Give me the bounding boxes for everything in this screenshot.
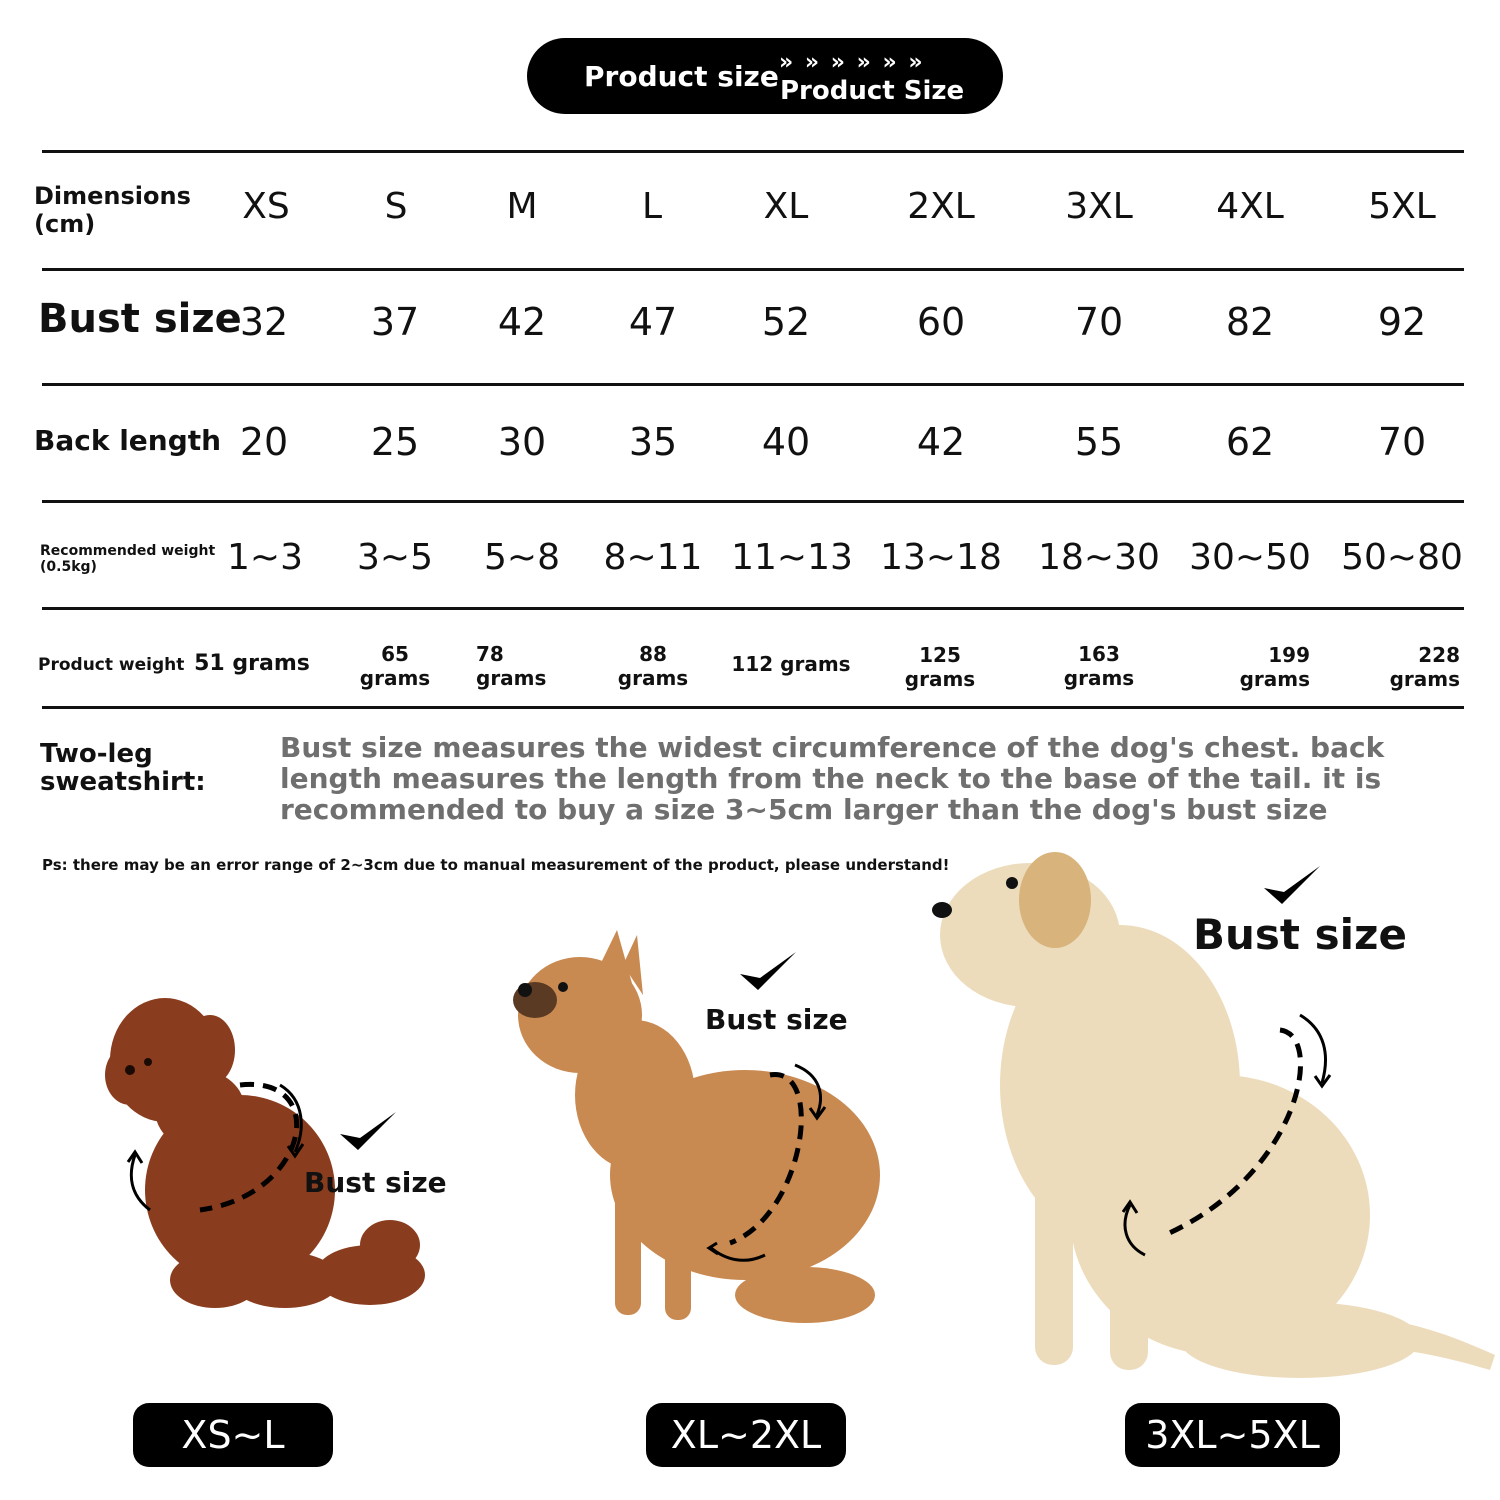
table-cell: 62 [1225, 420, 1275, 464]
table-cell: 8~11 [603, 537, 703, 578]
title-banner [527, 38, 1003, 114]
table-cell: 112 grams [731, 652, 851, 676]
double-chevron-icons: » » » » » » [779, 50, 925, 75]
product-weight-label: Product weight [38, 655, 185, 675]
ps-note: Ps: there may be an error range of 2~3cm due to manual measurement of the product, please understand! [42, 856, 950, 874]
recommended-weight-label-line2: (0.5kg) [40, 559, 97, 575]
table-divider [42, 383, 1464, 386]
table-cell: 163 grams [1063, 642, 1135, 690]
table-cell: 52 [761, 300, 811, 344]
table-cell: 88 grams [617, 642, 689, 690]
table-cell: 32 [239, 300, 289, 344]
table-cell: 35 [628, 420, 678, 464]
table-cell: 70 [1377, 420, 1427, 464]
size-header-4xl: 4XL [1216, 186, 1284, 227]
table-cell: 1~3 [227, 537, 303, 578]
size-header-3xl: 3XL [1065, 186, 1133, 227]
recommended-weight-label-line1: Recommended weight [40, 543, 216, 559]
bust-size-callout: Bust size [304, 1166, 447, 1199]
table-divider [42, 150, 1464, 153]
table-cell: 82 [1225, 300, 1275, 344]
page-title: Product size [584, 60, 779, 93]
table-cell: 30~50 [1189, 537, 1311, 578]
table-cell: 20 [239, 420, 289, 464]
table-cell: 65 grams [359, 642, 431, 690]
dimensions-label-line1: Dimensions [34, 182, 191, 210]
table-cell: 47 [628, 300, 678, 344]
size-header-5xl: 5XL [1368, 186, 1436, 227]
french-bulldog-icon [505, 925, 895, 1335]
note-text: Bust size measures the widest circumference of the dog's chest. back length measures the length from the neck to the base of the tail. it is recommended to buy a size 3~5cm larger than the dog's bust size [280, 731, 1385, 826]
table-divider [42, 706, 1464, 709]
table-cell: 3~5 [357, 537, 433, 578]
table-cell: 5~8 [484, 537, 560, 578]
table-cell: 60 [916, 300, 966, 344]
checkmark-icon [1262, 862, 1322, 908]
table-cell: 11~13 [731, 537, 853, 578]
recommended-weight-label [40, 543, 215, 575]
size-header-l: L [641, 186, 663, 227]
dimensions-label-line2: (cm) [34, 210, 96, 238]
table-cell: 70 [1074, 300, 1124, 344]
page-subtitle: Product Size [780, 76, 965, 106]
table-cell: 92 [1377, 300, 1427, 344]
table-cell: 42 [916, 420, 966, 464]
table-cell: 228 grams [1389, 643, 1460, 691]
table-cell: 50~80 [1341, 537, 1463, 578]
table-cell: 40 [761, 420, 811, 464]
size-header-m: M [506, 186, 538, 227]
table-divider [42, 500, 1464, 503]
bust-size-callout: Bust size [1193, 910, 1407, 959]
checkmark-icon [738, 948, 798, 994]
checkmark-icon [338, 1108, 398, 1154]
table-divider [42, 607, 1464, 610]
back-length-label: Back length [34, 424, 222, 457]
size-header-s: S [384, 186, 408, 227]
table-cell: 78 grams [476, 642, 547, 690]
size-header-xl: XL [763, 186, 809, 227]
size-range-badge: 3XL~5XL [1125, 1403, 1340, 1467]
size-header-2xl: 2XL [907, 186, 975, 227]
table-cell: 13~18 [880, 537, 1002, 578]
size-range-badge: XS~L [133, 1403, 333, 1467]
table-cell: 125 grams [904, 643, 976, 691]
table-cell: 51 grams [194, 651, 310, 676]
table-cell: 37 [370, 300, 420, 344]
bust-size-callout: Bust size [705, 1003, 848, 1036]
dimensions-label [34, 182, 191, 238]
note-label: Two-leg sweatshirt: [40, 739, 206, 797]
table-cell: 199 grams [1239, 643, 1310, 691]
table-cell: 30 [497, 420, 547, 464]
table-cell: 42 [497, 300, 547, 344]
size-range-badge: XL~2XL [646, 1403, 846, 1467]
table-cell: 55 [1074, 420, 1124, 464]
table-cell: 18~30 [1038, 537, 1160, 578]
table-cell: 25 [370, 420, 420, 464]
bust-size-label: Bust size [38, 296, 242, 342]
size-header-xs: XS [242, 186, 290, 227]
table-divider [42, 268, 1464, 271]
